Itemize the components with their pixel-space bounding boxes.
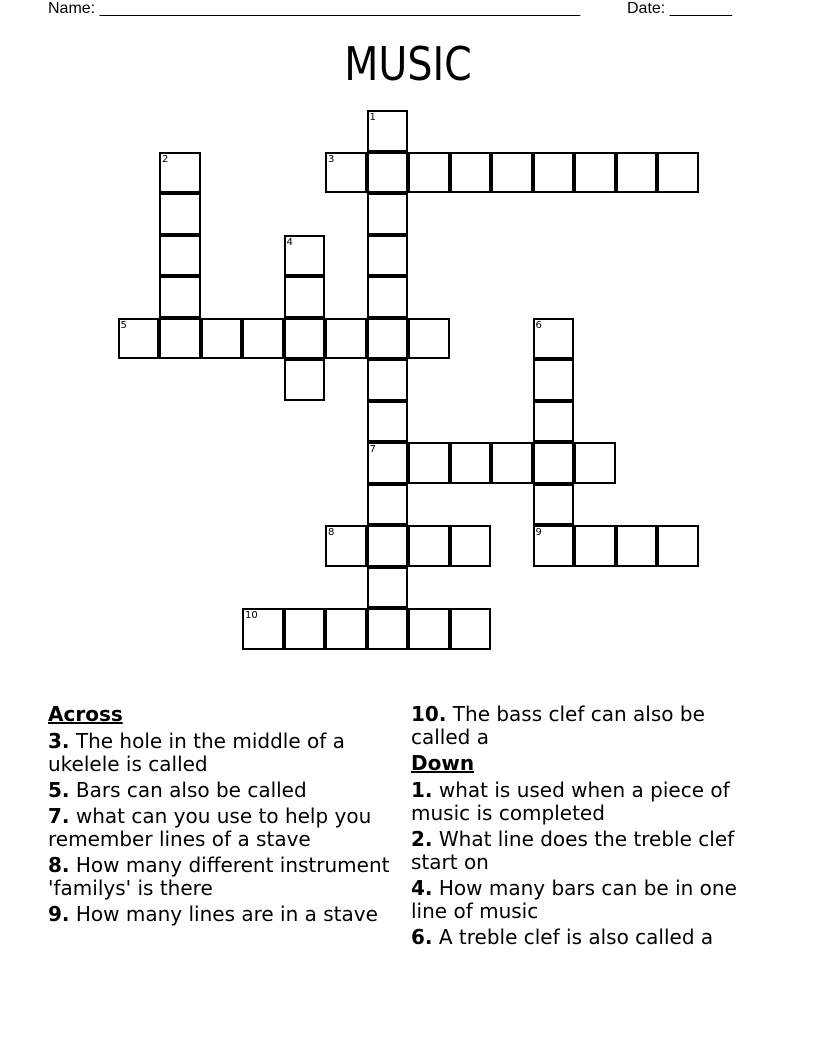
clue-number: 10. xyxy=(411,702,447,726)
grid-cell[interactable] xyxy=(408,608,450,650)
clue-down-4 xyxy=(411,877,756,923)
clue-number: 4. xyxy=(411,876,433,900)
grid-cell[interactable] xyxy=(408,318,450,360)
grid-cell[interactable] xyxy=(118,318,160,360)
grid-cell[interactable] xyxy=(325,525,367,567)
grid-cell[interactable] xyxy=(408,442,450,484)
clue-number: 3. xyxy=(48,729,70,753)
clue-text: Bars can also be called xyxy=(75,778,307,802)
grid-cell[interactable] xyxy=(367,318,409,360)
clue-text: what is used when a piece of music is completed xyxy=(411,778,730,825)
grid-cell[interactable] xyxy=(367,110,409,152)
grid-cell[interactable] xyxy=(367,276,409,318)
cell-number: 8 xyxy=(328,527,335,538)
clue-across-9 xyxy=(48,903,393,926)
clue-down-1 xyxy=(411,779,756,825)
grid-cell[interactable] xyxy=(657,525,699,567)
clue-across-7 xyxy=(48,805,393,851)
clue-across-10 xyxy=(411,703,756,749)
grid-cell[interactable] xyxy=(450,608,492,650)
clue-text: How many bars can be in one line of music xyxy=(411,876,737,923)
grid-cell[interactable] xyxy=(367,152,409,194)
grid-cell[interactable] xyxy=(367,484,409,526)
grid-cell[interactable] xyxy=(159,276,201,318)
cell-number: 10 xyxy=(245,610,258,621)
cell-number: 9 xyxy=(535,527,542,538)
cell-number: 6 xyxy=(535,319,542,331)
grid-cell[interactable] xyxy=(284,608,326,650)
grid-cell[interactable] xyxy=(533,152,575,194)
clue-down-6 xyxy=(411,926,756,949)
grid-cell[interactable] xyxy=(533,359,575,401)
cell-number: 7 xyxy=(369,444,376,455)
clues-right-column xyxy=(411,703,756,952)
grid-cell[interactable] xyxy=(367,608,409,650)
clue-text: A treble clef is also called a xyxy=(438,925,714,949)
across-heading: Across xyxy=(48,702,123,726)
grid-cell[interactable] xyxy=(533,484,575,526)
grid-cell[interactable] xyxy=(242,608,284,650)
grid-cell[interactable] xyxy=(284,318,326,360)
grid-cell[interactable] xyxy=(325,152,367,194)
grid-cell[interactable] xyxy=(242,318,284,360)
clue-text: The bass clef can also be called a xyxy=(411,702,705,749)
grid-cell[interactable] xyxy=(408,152,450,194)
grid-cell[interactable] xyxy=(367,442,409,484)
clues-left-column xyxy=(48,703,393,929)
grid-cell[interactable] xyxy=(367,359,409,401)
grid-cell[interactable] xyxy=(408,525,450,567)
clue-across-8 xyxy=(48,854,393,900)
clue-across-5 xyxy=(48,779,393,802)
grid-cell[interactable] xyxy=(325,608,367,650)
cell-number: 3 xyxy=(328,153,335,165)
clue-down-2 xyxy=(411,828,756,874)
clue-number: 2. xyxy=(411,827,433,851)
grid-cell[interactable] xyxy=(491,152,533,194)
grid-cell[interactable] xyxy=(367,567,409,609)
grid-cell[interactable] xyxy=(284,276,326,318)
clue-number: 9. xyxy=(48,902,70,926)
clue-number: 7. xyxy=(48,804,70,828)
clue-number: 1. xyxy=(411,778,433,802)
grid-cell[interactable] xyxy=(616,152,658,194)
clue-number: 5. xyxy=(48,778,70,802)
clue-text: What line does the treble clef start on xyxy=(411,827,735,874)
grid-cell[interactable] xyxy=(533,442,575,484)
clue-number: 8. xyxy=(48,853,70,877)
grid-cell[interactable] xyxy=(533,401,575,443)
clue-text: what can you use to help you remember lines of a stave xyxy=(48,804,372,851)
grid-cell[interactable] xyxy=(159,193,201,235)
grid-cell[interactable] xyxy=(450,525,492,567)
date-field: Date: _______ xyxy=(627,0,732,17)
grid-cell[interactable] xyxy=(574,525,616,567)
clue-text: How many different instrument 'familys' is there xyxy=(48,853,390,900)
clue-text: The hole in the middle of a ukelele is called xyxy=(48,729,345,776)
grid-cell[interactable] xyxy=(616,525,658,567)
name-field: Name: ______________________________________________________ xyxy=(48,0,581,17)
grid-cell[interactable] xyxy=(159,318,201,360)
cell-number: 5 xyxy=(120,319,127,331)
grid-cell[interactable] xyxy=(284,235,326,277)
grid-cell[interactable] xyxy=(450,442,492,484)
grid-cell[interactable] xyxy=(491,442,533,484)
grid-cell[interactable] xyxy=(574,442,616,484)
grid-cell[interactable] xyxy=(284,359,326,401)
clue-number: 6. xyxy=(411,925,433,949)
clue-across-3 xyxy=(48,730,393,776)
grid-cell[interactable] xyxy=(367,193,409,235)
grid-cell[interactable] xyxy=(367,235,409,277)
page-title: MUSIC xyxy=(344,37,472,91)
grid-cell[interactable] xyxy=(159,235,201,277)
grid-cell[interactable] xyxy=(159,152,201,194)
grid-cell[interactable] xyxy=(450,152,492,194)
grid-cell[interactable] xyxy=(657,152,699,194)
down-heading: Down xyxy=(411,751,475,775)
clue-text: How many lines are in a stave xyxy=(75,902,378,926)
cell-number: 4 xyxy=(286,236,293,248)
cell-number: 2 xyxy=(162,153,169,165)
grid-cell[interactable] xyxy=(325,318,367,360)
grid-cell[interactable] xyxy=(201,318,243,360)
grid-cell[interactable] xyxy=(533,318,575,360)
grid-cell[interactable] xyxy=(574,152,616,194)
grid-cell[interactable] xyxy=(367,401,409,443)
cell-number: 1 xyxy=(369,112,376,123)
grid-cell[interactable] xyxy=(533,525,575,567)
grid-cell[interactable] xyxy=(367,525,409,567)
